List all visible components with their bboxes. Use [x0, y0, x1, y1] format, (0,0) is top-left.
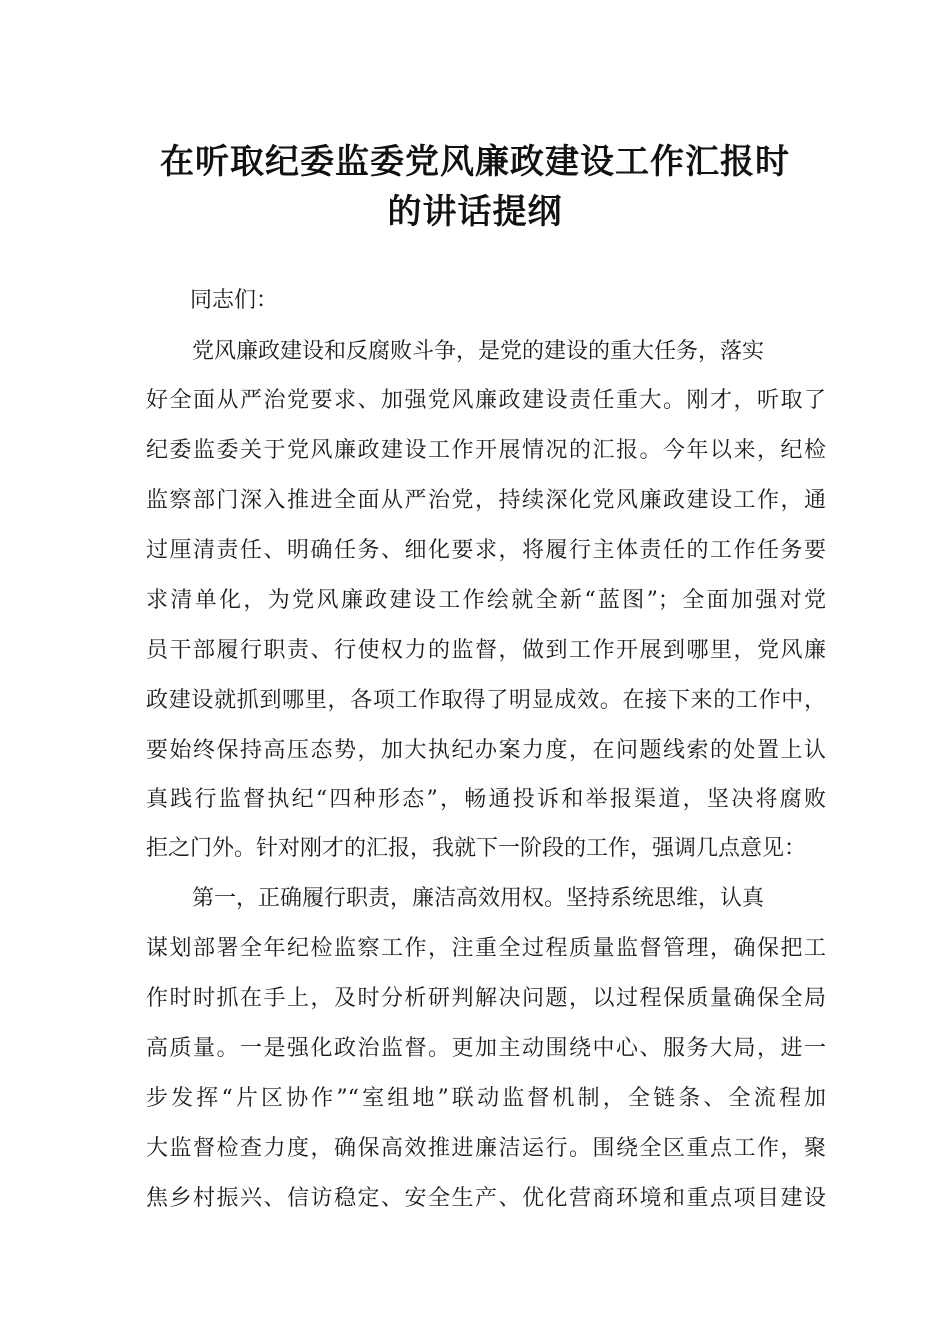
paragraph-line: 过厘清责任、明确任务、细化要求，将履行主体责任的工作任务要 [146, 538, 826, 563]
paragraph-line: 步发挥“片区协作”“室组地”联动监督机制，全链条、全流程加 [146, 1086, 826, 1111]
paragraph-line: 要始终保持高压态势，加大执纪办案力度，在问题线索的处置上认 [146, 738, 826, 763]
paragraph-line: 监察部门深入推进全面从严治党，持续深化党风廉政建设工作，通 [146, 488, 826, 513]
paragraph-line: 党风廉政建设和反腐败斗争，是党的建设的重大任务，落实 [192, 339, 765, 364]
paragraph-line: 真践行监督执纪“四种形态”，畅通投诉和举报渠道，坚决将腐败 [146, 787, 826, 812]
paragraph-line: 拒之门外。针对刚才的汇报，我就下一阶段的工作，强调几点意见： [146, 836, 807, 861]
document-title-line-2: 的讲话提纲 [387, 192, 563, 232]
paragraph-line: 作时时抓在手上，及时分析研判解决问题，以过程保质量确保全局 [146, 986, 826, 1011]
paragraph-line: 高质量。一是强化政治监督。更加主动围绕中心、服务大局，进一 [146, 1036, 826, 1061]
greeting: 同志们： [190, 288, 279, 313]
paragraph-line: 好全面从严治党要求、加强党风廉政建设责任重大。刚才，听取了 [146, 388, 826, 413]
paragraph-line: 员干部履行职责、行使权力的监督，做到工作开展到哪里，党风廉 [146, 638, 826, 663]
paragraph-line: 求清单化，为党风廉政建设工作绘就全新“蓝图”；全面加强对党 [146, 588, 826, 613]
paragraph-line: 大监督检查力度，确保高效推进廉洁运行。围绕全区重点工作，聚 [146, 1136, 826, 1161]
paragraph-line: 政建设就抓到哪里，各项工作取得了明显成效。在接下来的工作中， [146, 688, 826, 713]
paragraph-line: 纪委监委关于党风廉政建设工作开展情况的汇报。今年以来，纪检 [146, 438, 826, 463]
paragraph-line: 第一，正确履行职责，廉洁高效用权。坚持系统思维，认真 [192, 886, 765, 911]
document-title-line-1: 在听取纪委监委党风廉政建设工作汇报时 [160, 142, 790, 182]
paragraph-line: 焦乡村振兴、信访稳定、安全生产、优化营商环境和重点项目建设 [146, 1186, 826, 1211]
paragraph-line: 谋划部署全年纪检监察工作，注重全过程质量监督管理，确保把工 [146, 936, 826, 961]
